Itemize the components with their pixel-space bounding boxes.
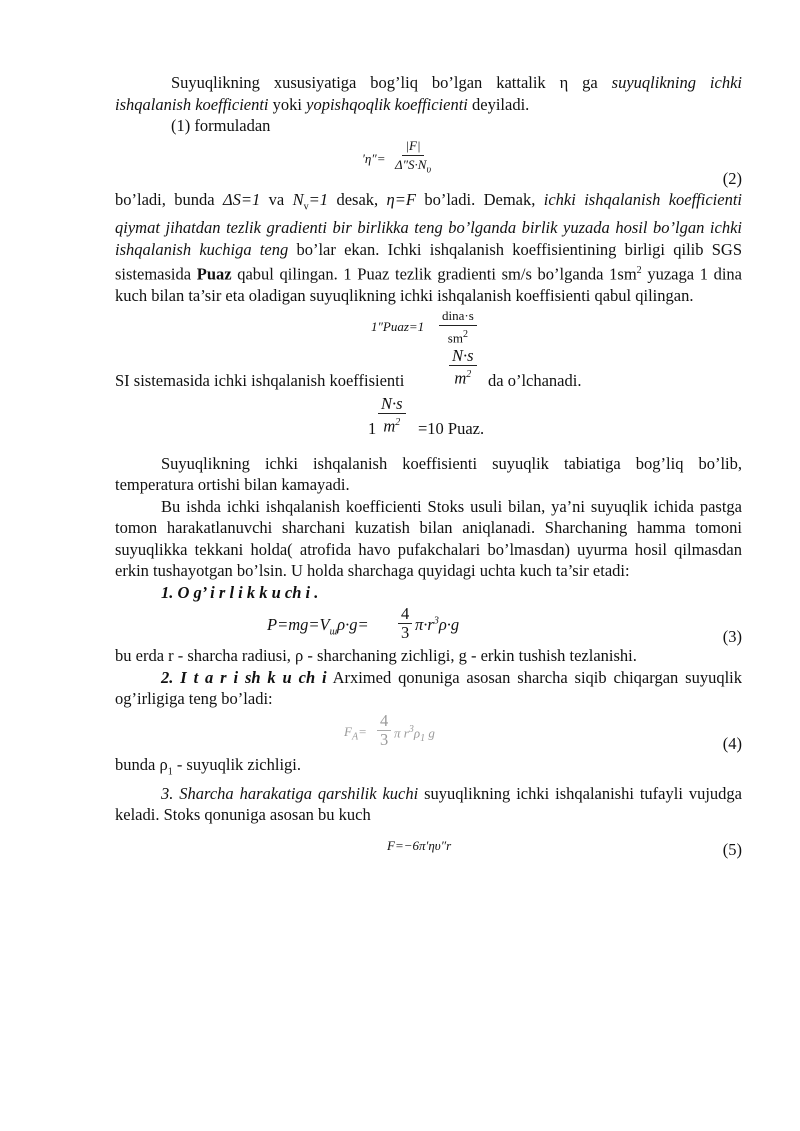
math: =1 — [308, 189, 329, 209]
equation-number: (2) — [722, 168, 742, 188]
paragraph-legend-4 — [115, 754, 742, 783]
eq4-sub2: 1 — [420, 732, 426, 744]
equation-2 — [115, 137, 742, 189]
definition-italic: ichki ishqalanish koefficienti qiymat jihatdan tezlik gradienti bir birlikka teng bo’lganda birlik yuzada hosil bo’lgan ichki ishqalanish kuchiga teng — [115, 189, 743, 259]
eq2-fraction — [392, 137, 434, 180]
eq3-sup: 3 — [433, 615, 439, 627]
eq3-c: π·r — [415, 615, 434, 635]
si-numerator: N·s — [378, 395, 406, 414]
equation-number: (3) — [722, 627, 742, 647]
eq3 — [267, 615, 369, 637]
eq2-numerator: |F| — [402, 137, 423, 156]
term-viscosity: yopishqoqlik koefficienti — [306, 94, 468, 114]
text: bo’ladi. Demak, — [415, 189, 544, 209]
paragraph-temperature: Suyuqlikning ichki ishqalanish koeffisienti suyuqlik tabiatiga bog’liq bo’lib, temperatura ortishi bilan kamayadi. — [115, 453, 742, 495]
math: η=F — [386, 189, 416, 209]
eq4-b: = — [358, 723, 367, 739]
text: Suyuqlikning xususiyatiga bog’liq bo’lgan kattalik η ga — [171, 73, 612, 92]
document-page — [115, 72, 742, 866]
si-denominator — [451, 366, 474, 388]
text: SI sistemasida ichki ishqalanish koeffisienti — [115, 370, 405, 390]
si-fraction — [378, 395, 406, 436]
eq4-sub: A — [351, 731, 359, 743]
paragraph-resistance — [115, 783, 742, 826]
si-numerator: N·s — [449, 347, 477, 366]
eq-puaz-denominator — [445, 326, 471, 347]
eq4-a: F — [344, 723, 352, 739]
text: suyuqlikning ichki ishqalanishi tufayli vujudga keladi. Stoks qonuniga asosan bu kuch — [115, 783, 742, 825]
eq4-fraction — [377, 712, 391, 749]
unit-puaz: Puaz — [196, 264, 232, 284]
math: N — [292, 189, 304, 209]
paragraph-definition — [115, 72, 742, 115]
paragraph-legend-3: bu erda r - sharcha radiusi, ρ - sharchaning zichligi, g - erkin tushish tezlanishi. — [115, 646, 637, 666]
force-heading: 2. I t a r i sh k u ch i — [161, 667, 327, 687]
text: bo’lar ekan. Ichki ishqalanish koeffisientining birligi qilib SGS sistemasida — [115, 239, 742, 284]
text: yoki — [268, 94, 307, 114]
text: - suyuqlik zichligi. — [172, 754, 302, 774]
den-text: m — [454, 368, 467, 388]
paragraph-si-unit — [115, 347, 742, 395]
eq4-e: g — [425, 725, 435, 741]
equation-si-puaz — [115, 395, 742, 447]
paragraph-stokes-method: Bu ishda ichki ishqalanish koefficienti Stoks usuli bilan, ya’ni suyuqlik ichida pastga tomon harakatlanuvchi sharchani kuzatish bilan aniqlanadi. Sharchaning hamma tomoni suyuqlikka tekkani holda( atrofida havo pufakchalari bo’lmasdan) uyurma hosil qilmasdan erkin tushayotgan bo’lsin. U holda sharchaga quyidagi uchta kuch ta’sir etadi: — [115, 496, 742, 581]
paragraph-from-formula: (1) formuladan — [171, 116, 271, 135]
heading-weight — [115, 582, 742, 604]
equation-number: (5) — [722, 839, 742, 859]
eq4-tail — [394, 724, 435, 744]
text: va — [260, 189, 293, 209]
text: yuzaga 1 dina kuch bilan ta’sir eta oladigan suyuqlikning ichki ishqalanish koeffisienti qabul qilingan. — [115, 264, 743, 306]
eq4-c: π r — [394, 725, 409, 741]
eq3-tail — [415, 615, 459, 635]
eq4-d: ρ — [413, 725, 421, 741]
si-denominator — [380, 414, 403, 436]
eq3-fraction — [398, 605, 412, 642]
term-internal-friction: suyuqlikning ichki ishqalanish koefficienti — [115, 73, 742, 114]
eq2-denominator — [392, 156, 434, 180]
paragraph-buoyancy — [115, 667, 742, 710]
eq-puaz-numerator: dina·s — [439, 307, 477, 326]
text: 1 — [368, 418, 377, 438]
den-text: sm — [447, 330, 463, 346]
eq5-text: F=−6π′ηυ″r — [387, 837, 452, 853]
force-heading: 1. O g’ i r l i k k u ch i . — [161, 582, 319, 602]
eq4-num: 4 — [377, 712, 391, 731]
text: da o’lchanadi. — [488, 370, 582, 390]
math-sub: v — [303, 200, 309, 212]
eq3-sub: ш — [329, 626, 338, 638]
equation-3 — [115, 603, 742, 645]
eq3-den: 3 — [401, 623, 410, 643]
den-sup: 2 — [395, 416, 401, 428]
sub: 1 — [167, 766, 173, 778]
equation-5 — [115, 826, 742, 866]
si-unit-fraction — [449, 347, 477, 388]
den-sup: 2 — [466, 368, 472, 380]
text: desak, — [328, 189, 387, 209]
text: qabul qilingan. 1 Puaz tezlik gradienti sm/s bo’lganda 1sm — [231, 264, 637, 284]
eq4-sup: 3 — [408, 723, 414, 735]
eq3-d: ρ·g — [438, 615, 460, 635]
equation-number: (4) — [722, 733, 742, 753]
eq-puaz-fraction — [439, 307, 477, 347]
text: Arximed qonuniga asosan sharcha siqib chiqargan suyuqlik og’irligiga teng bo’ladi: — [115, 667, 742, 709]
den-text: m — [383, 416, 396, 436]
text: deyiladi. — [467, 94, 530, 114]
eq3-a: P=mg=V — [267, 615, 330, 635]
text: bo’ladi, bunda — [115, 189, 223, 209]
eq2-lhs: ′η″= — [362, 150, 386, 166]
eq3-b: ρ·g= — [337, 615, 369, 635]
eq4-den: 3 — [380, 729, 389, 749]
text: =10 Puaz. — [418, 418, 485, 438]
eq4-lhs — [344, 724, 367, 743]
eq3-num: 4 — [398, 605, 412, 624]
math: ΔS=1 — [222, 189, 261, 209]
force-heading: 3. Sharcha harakatiga qarshilik kuchi — [161, 783, 419, 803]
eq-puaz-lhs: 1″Puaz=1 — [371, 318, 425, 334]
eq2-den-text: Δ″S·N — [395, 156, 427, 172]
equation-puaz — [115, 307, 742, 347]
den-sup: 2 — [462, 328, 468, 340]
equation-4 — [115, 710, 742, 754]
sup: 2 — [636, 265, 642, 277]
paragraph-puaz — [115, 189, 742, 307]
eq2-den-sub: υ — [426, 164, 432, 176]
text: bunda ρ — [115, 754, 168, 774]
